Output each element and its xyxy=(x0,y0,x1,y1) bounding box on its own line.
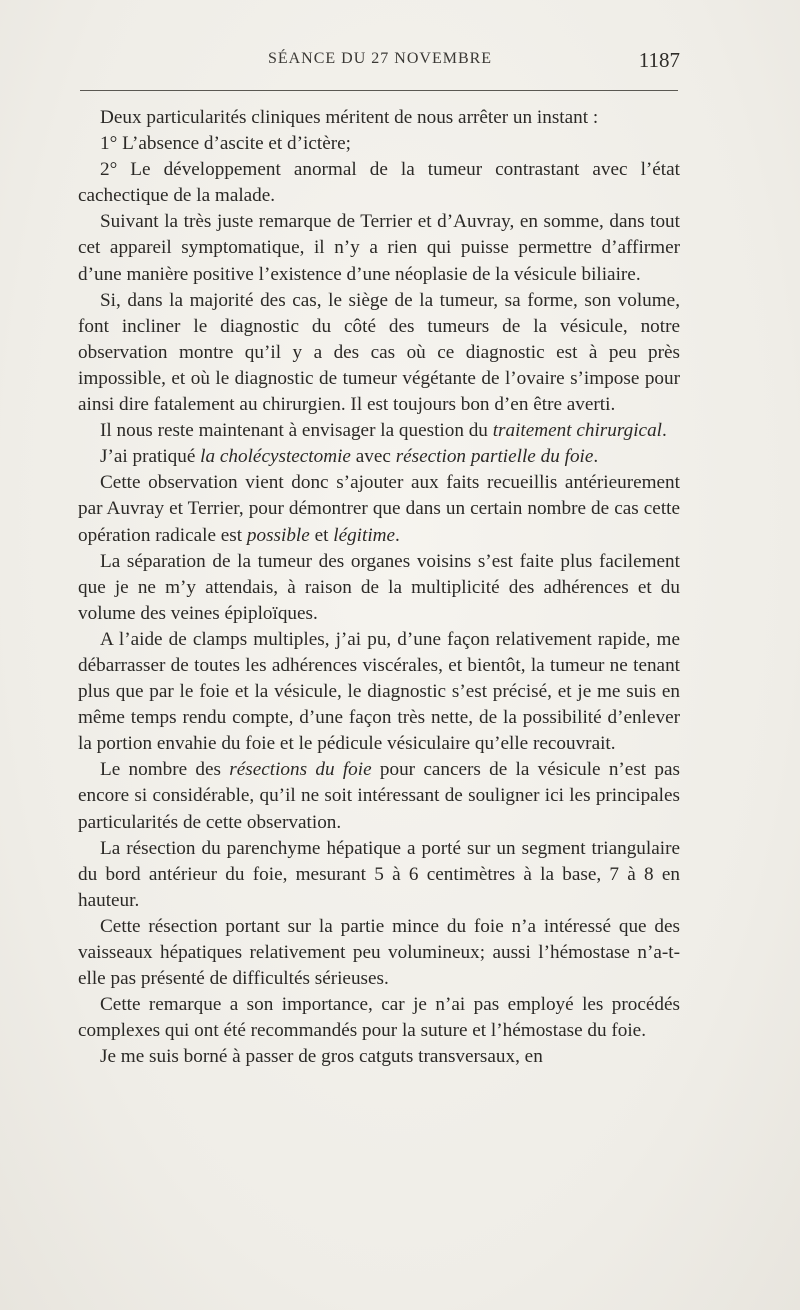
italic-run: résections du foie xyxy=(229,759,372,781)
text-run: A l’aide de clamps multiples, j’ai pu, d’une façon relativement rapide, me débarrasser de toutes les adhérences viscérales, et bientôt, la tumeur ne tenant plus que par le foie et la vésicule, le diagnostic s’est précisé, et je me suis en même temps rendu compte, d’une façon très nette, de la possibilité d’enlever la portion envahie du foie et le pédicule vésiculaire qu’elle recouvrait. xyxy=(78,628,680,755)
italic-run: résection partielle du foie xyxy=(395,446,594,468)
text-run: Le nombre des xyxy=(100,759,230,781)
body-text xyxy=(78,105,680,1070)
running-title: SÉANCE DU 27 NOVEMBRE xyxy=(267,50,493,67)
italic-run: la cholécystectomie xyxy=(200,446,351,468)
text-run: Il nous reste maintenant à envisager la question du xyxy=(100,420,493,442)
paragraph xyxy=(78,157,680,209)
paragraph xyxy=(78,288,680,418)
paragraph xyxy=(78,470,680,548)
text-run: Si, dans la majorité des cas, le siège de la tumeur, sa forme, son volume, font incliner le diagnostic du côté des tumeurs de la vésicule, notre observation montre qu’il y a des cas où ce diagnostic est à peu près impossible, et où le diagnostic de tumeur végétante de l’ovaire s’impose pour ainsi dire fatalement au chirurgien. Il est toujours bon d’en être averti. xyxy=(78,289,680,416)
italic-run: légitime xyxy=(333,524,396,546)
text-run: Cette observation vient donc s’ajouter aux faits recueillis antérieurement par Auvray et Terrier, pour démontrer que dans un certain nombre de cas cette opération radicale est xyxy=(78,472,680,546)
text-run: J’ai pratiqué xyxy=(100,446,201,468)
header-rule xyxy=(80,90,678,91)
text-run: Cette remarque a son importance, car je n’ai pas employé les procédés complexes qui ont été recommandés pour la suture et l’hémostase du foie. xyxy=(78,994,680,1042)
text-run: Deux particularités cliniques méritent de nous arrêter un instant : xyxy=(100,107,599,128)
text-run: Suivant la très juste remarque de Terrier et d’Auvray, en somme, dans tout cet appareil symptomatique, il n’y a rien qui puisse permettre d’affirmer d’une manière positive l’existence d’une néoplasie de la vésicule biliaire. xyxy=(78,211,680,285)
text-run: Cette résection portant sur la partie mince du foie n’a intéressé que des vaisseaux hépatiques relativement peu volumineux; aussi l’hémostase n’a-t-elle pas présenté de difficultés sérieuses. xyxy=(78,915,680,990)
text-run: et xyxy=(309,524,334,546)
text-run: . xyxy=(593,446,599,468)
paragraph xyxy=(78,209,680,287)
text-run: La séparation de la tumeur des organes voisins s’est faite plus facilement que je ne m’y attendais, à raison de la multiplicité des adhérences et du volume des veines épiploïques. xyxy=(78,550,680,624)
paragraph xyxy=(78,836,680,914)
italic-run: possible xyxy=(246,524,310,546)
paragraph xyxy=(78,549,680,627)
paragraph xyxy=(78,914,680,992)
text-run: . xyxy=(662,420,667,442)
text-run: . xyxy=(395,524,400,546)
text-run: pour cancers de la vésicule n’est pas encore si considérable, qu’il ne soit intéressant de souligner ici les principales particularités de cette observation. xyxy=(78,759,680,833)
paragraph xyxy=(78,627,680,757)
paragraph xyxy=(78,1044,680,1070)
paragraph xyxy=(78,131,680,157)
text-run: 2° Le développement anormal de la tumeur contrastant avec l’état cachectique de la malade. xyxy=(78,159,680,207)
text-run: 1° L’absence d’ascite et d’ictère; xyxy=(100,133,351,155)
paragraph xyxy=(78,105,680,131)
page-number: 1187 xyxy=(638,48,680,72)
text-run: La résection du parenchyme hépatique a porté sur un segment triangulaire du bord antérieur du foie, mesurant 5 à 6 centimètres à la base, 7 à 8 en hauteur. xyxy=(78,837,680,911)
text-run: avec xyxy=(350,446,396,468)
page-header xyxy=(80,50,680,78)
paragraph xyxy=(78,418,680,444)
paragraph xyxy=(78,444,680,470)
paragraph xyxy=(78,757,680,835)
text-run: Je me suis borné à passer de gros catguts transversaux, en xyxy=(100,1046,543,1068)
paragraph xyxy=(78,992,680,1044)
italic-run: traitement chirurgical xyxy=(492,420,662,442)
